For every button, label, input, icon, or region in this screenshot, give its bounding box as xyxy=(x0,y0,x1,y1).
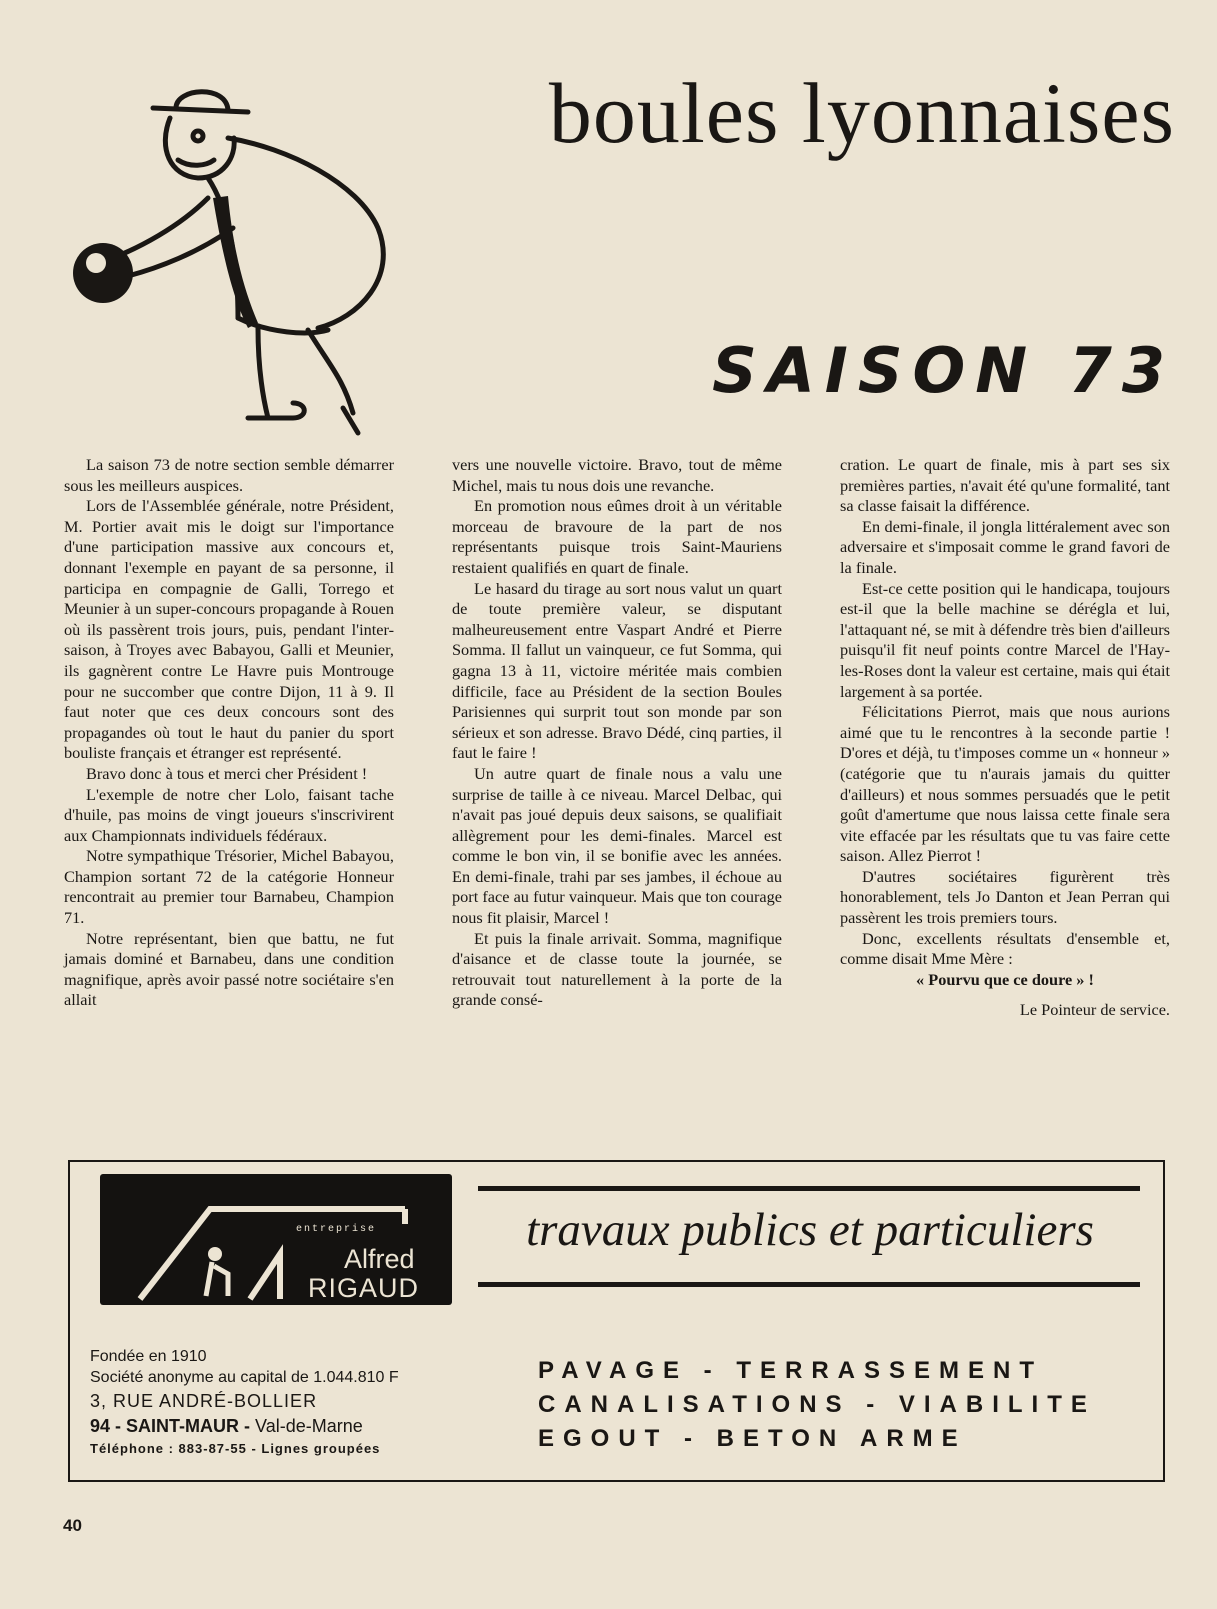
divider xyxy=(478,1282,1140,1287)
divider xyxy=(478,1186,1140,1191)
service-line: CANALISATIONS - VIABILITE xyxy=(538,1391,1096,1418)
paragraph: Un autre quart de finale nous a valu une surprise de taille à ce niveau. Marcel Delbac, qui n'avait pas joué depuis deux saisons, se qualifiait allègrement pour les demi-finales. Marcel est comme le bon vin, il se bonifie avec les années. En demi-finale, trahi par ses jambes, il échoue au port face au futur vainqueur. Mais que ton courage nous fit plaisir, Marcel ! xyxy=(452,763,782,928)
article-column-2 xyxy=(452,455,782,1011)
paragraph: En demi-finale, il jongla littéralement avec son adversaire et s'imposait comme le grand favori de la finale. xyxy=(840,516,1170,577)
paragraph: Notre sympathique Trésorier, Michel Babayou, Champion sortant 72 de la catégorie Honneur rencontrait au premier tour Barnabeu, Champion 71. xyxy=(64,846,394,928)
founded: Fondée en 1910 xyxy=(90,1348,207,1365)
phone: Téléphone : 883-87-55 - Lignes groupées xyxy=(90,1441,381,1456)
paragraph: vers une nouvelle victoire. Bravo, tout de même Michel, mais tu nous dois une revanche. xyxy=(452,455,782,495)
paragraph: Félicitations Pierrot, mais que nous aurions aimé que tu le rencontres à la seconde partie ! D'ores et déjà, tu t'imposes comme un « honneur » (catégorie que tu n'aurais jamais du quitter d'ailleurs) et nous sommes persuadés que le petit goût d'amertume que nous laissa cette finale sera vite effacée par les résultats que tu vas faire cette saison. Allez Pierrot ! xyxy=(840,702,1170,866)
logo-small-text: entreprise xyxy=(296,1224,377,1235)
paragraph: La saison 73 de notre section semble démarrer sous les meilleurs auspices. xyxy=(64,455,394,495)
article-title: boules lyonnaises xyxy=(548,65,1175,161)
paragraph: L'exemple de notre cher Lolo, faisant tache d'huile, pas moins de vingt joueurs s'inscrivirent aux Championnats individuels fédéraux. xyxy=(64,784,394,845)
paragraph: Donc, excellents résultats d'ensemble et, comme disait Mme Mère : xyxy=(840,928,1170,969)
services-list xyxy=(538,1354,1096,1456)
article-subtitle: SAISON 73 xyxy=(712,334,1175,407)
service-line: PAVAGE - TERRASSEMENT xyxy=(538,1357,1044,1384)
logo-brand-last-name: RIGAUD xyxy=(308,1273,420,1303)
company-info xyxy=(90,1346,399,1459)
quote: « Pourvu que ce doure » ! xyxy=(916,969,1094,989)
company-logo xyxy=(100,1174,452,1305)
advertisement xyxy=(68,1160,1165,1482)
boules-player-illustration xyxy=(58,78,408,443)
city-postcode: 94 - SAINT-MAUR - xyxy=(90,1416,251,1436)
paragraph: D'autres sociétaires figurèrent très honorablement, tels Jo Danton et Jean Perran qui passèrent les trois premiers tours. xyxy=(840,866,1170,928)
paragraph: En promotion nous eûmes droit à un véritable morceau de bravoure de la part de nos représentants puisque trois Saint-Mauriens restaient qualifiés en quart de finale. xyxy=(452,496,782,577)
paragraph: Lors de l'Assemblée générale, notre Président, M. Portier avait mis le doigt sur l'importance d'une participation massive aux concours et, donnant l'exemple en payant de sa personne, il participa en compagnie de Galli, Torrego et Meunier à un super-concours propagande à Rouen où ils passèrent trois jours, puis, pendant l'inter-saison, à Troyes avec Babayou, Galli et Meunier, ils gagnèrent contre Le Havre puis Montrouge pour ne succomber que contre Dijon, 11 à 9. Il faut noter que ces deux concours sont des propagandes où tout le haut du panier du sport bouliste français et étranger est représenté. xyxy=(64,496,394,763)
paragraph: cration. Le quart de finale, mis à part ses six premières parties, n'avait été qu'une formalité, tant sa classe faisait la différence. xyxy=(840,455,1170,516)
street-address: 3, RUE ANDRÉ-BOLLIER xyxy=(90,1391,318,1411)
page-number: 40 xyxy=(63,1516,82,1535)
paragraph: Le hasard du tirage au sort nous valut un quart de toute première valeur, se disputant malheureusement entre Vaspart André et Pierre Somma. Il fallut un vainqueur, ce fut Somma, qui gagna 13 à 11, victoire méritée mais combien difficile, face au Président de la section Boules Parisiennes qui surprit tout son monde par son sérieux et son adresse. Bravo Dédé, cinq parties, il faut le faire ! xyxy=(452,578,782,763)
service-line: EGOUT - BETON ARME xyxy=(538,1425,967,1452)
city-region: Val-de-Marne xyxy=(255,1416,363,1436)
signature: Le Pointeur de service. xyxy=(1019,1000,1170,1020)
article-column-3 xyxy=(840,455,1170,1021)
paragraph: Bravo donc à tous et merci cher Président ! xyxy=(86,763,368,783)
paragraph: Et puis la finale arrivait. Somma, magnifique d'aisance et de classe toute la journée, se retrouvait tout naturellement à la porte de la grande consé- xyxy=(452,928,782,1010)
capital: Société anonyme au capital de 1.044.810 F xyxy=(90,1369,399,1386)
logo-brand-first-name: Alfred xyxy=(344,1244,415,1274)
paragraph: Notre représentant, bien que battu, ne fut jamais dominé et Barnabeu, dans une condition magnifique, après avoir passé notre sociétaire s'en allait xyxy=(64,928,394,1010)
ad-tagline: travaux publics et particuliers xyxy=(526,1204,1094,1256)
article-column-1 xyxy=(64,455,394,1011)
city-line xyxy=(90,1414,399,1438)
paragraph: Est-ce cette position qui le handicapa, toujours est-il que la belle machine se dérégla et lui, l'attaquant né, se mit à défendre très bien d'ailleurs puisqu'il fit neuf points contre Marcel de l'Hay-les-Roses dont la valeur est certaine, mais qui était largement à sa portée. xyxy=(840,578,1170,701)
